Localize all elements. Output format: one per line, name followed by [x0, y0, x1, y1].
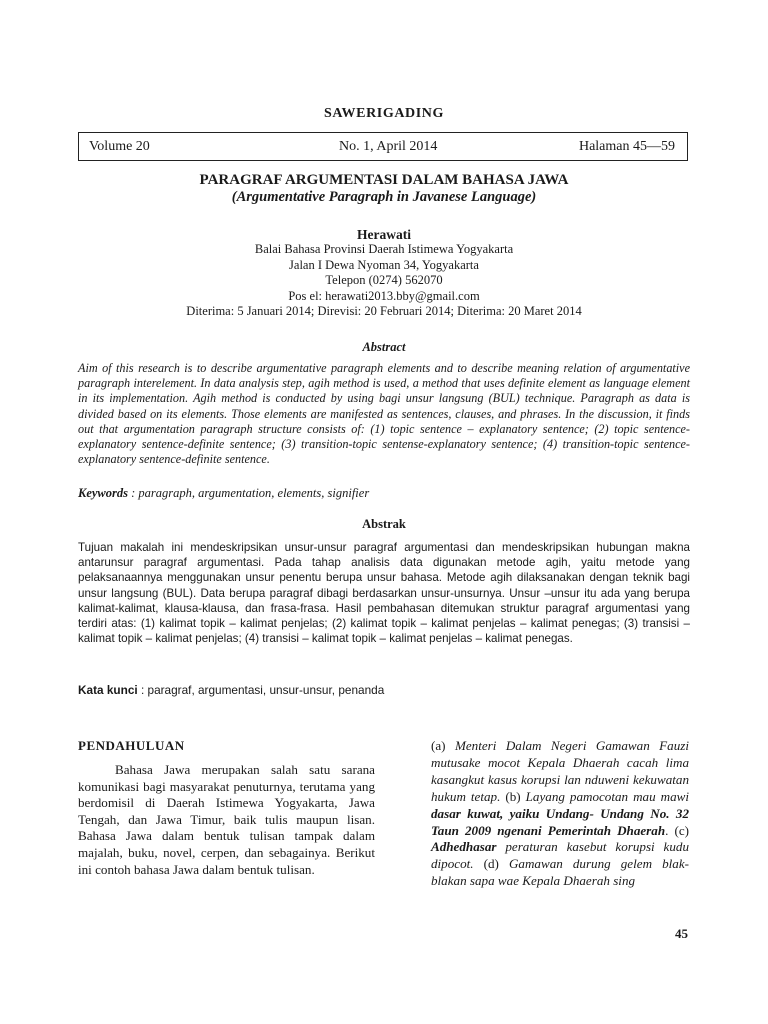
example-d-label: (d): [473, 856, 509, 872]
author-affiliation: [0, 242, 768, 320]
affiliation-line: Balai Bahasa Provinsi Daerah Istimewa Yogyakarta: [254, 242, 514, 256]
intro-paragraph: Bahasa Jawa merupakan salah satu sarana komunikasi bagi masyarakat penuturnya, terutama yang berdomisil di Daerah Istimewa Yogyakarta, Jawa Tengah, dan Jawa Timur, baik tulis maupun lisan. Bahasa Jawa dalam bentuk tulisan tampak dalam majalah, buku, novel, cerpen, dan sebagainya. Berikut ini contoh bahasa Jawa dalam bentuk tulisan.: [78, 762, 375, 877]
volume-label: Volume 20: [89, 139, 150, 154]
kata-kunci-text: : paragraf, argumentasi, unsur-unsur, penanda: [137, 683, 385, 697]
example-paragraph: [431, 738, 689, 890]
pages-label: Halaman 45—59: [578, 139, 675, 154]
kata-kunci-line: [78, 683, 690, 697]
dates-line: Diterima: 5 Januari 2014; Direvisi: 20 Februari 2014; Diterima: 20 Maret 2014: [186, 304, 582, 318]
page-number: 45: [675, 926, 688, 941]
keywords-label: Keywords: [78, 486, 128, 500]
keywords-line: [78, 486, 690, 501]
keywords-text: : paragraph, argumentation, elements, signifier: [128, 486, 370, 500]
left-column: [78, 762, 375, 878]
example-b-bold: dasar kuwat, yaiku Undang- Undang No. 32 Taun 2009 ngenani Pemerintah Dhaerah: [431, 805, 689, 838]
address-line: Jalan I Dewa Nyoman 34, Yogyakarta: [289, 257, 479, 272]
example-b-text: Layang pamocotan mau mawi: [525, 788, 689, 804]
example-c-label: (c): [668, 822, 689, 838]
paper-title-english: (Argumentative Paragraph in Javanese Language): [231, 189, 537, 205]
abstrak-text: Tujuan makalah ini mendeskripsikan unsur-unsur paragraf argumentasi dan mendeskripsikan hubungan makna antarunsur paragraf argumentasi. Pada tahap analisis data digunakan metode agih, yaitu metode yang pelaksanaannya menggunakan unsur penentu berupa unsur bahasa. Metode agih dilaksanakan dengan teknik bagi unsur langsung (BUL). Data berupa paragraf dibagi berdasarkan unsur-unsurnya. Unsur –unsur itu ada yang berupa kalimat-kalimat, klausa-klausa, dan frasa-frasa. Hasil pembahasan ditemukan struktur paragraf argumentasi yang terdiri atas: (1) kalimat topik – kalimat penjelas; (2) kalimat topik – kalimat penjelas – kalimat penegas; (3) transisi – kalimat topik – kalimat penjelas; (4) transisi – kalimat topik – kalimat penjelas – kalimat penegas.: [78, 541, 690, 646]
abstrak-heading: Abstrak: [362, 517, 406, 531]
example-c-text: peraturan kasebut korupsi kudu dipocot.: [431, 839, 689, 872]
journal-name: SAWERIGADING: [324, 106, 444, 121]
example-a-text: Menteri Dalam Negeri Gamawan Fauzi mutusake mocot Kepala Dhaerah cacah lima kasangkut kasus korupsi lan nduweni kekuwatan hukum tetap.: [431, 738, 689, 804]
email-line: Pos el: herawati2013.bby@gmail.com: [288, 288, 480, 303]
example-a-label: (a): [431, 738, 455, 753]
section-heading: PENDAHULUAN: [78, 738, 185, 753]
example-c-bold: Adhedhasar: [431, 839, 497, 855]
example-d-text: Gamawan durung gelem blak-blakan sapa wae Kepala Dhaerah sing: [431, 856, 689, 889]
phone-line: Telepon (0274) 562070: [325, 273, 443, 287]
abstract-heading: Abstract: [362, 340, 406, 354]
abstract-text: Aim of this research is to describe argumentative paragraph elements and to describe meaning relation of argumentative paragraph interelement. In data analysis step, agih method is used, a method that uses definite element as language element in its implementation. Agih method is conducted by using bagi unsur langsung (BUL) technique. Paragraph as data is divided based on its elements. Those elements are manifested as sentences, clauses, and phrases. In the discussion, it finds out that argumentation paragraph structure consists of: (1) topic sentence – explanatory sentence; (2) topic sentence-explanatory sentence-definite sentence; (3) transition-topic sentense-explanatory sentence; (4) transition-topic sentence-explanatory sentence-definite sentence.: [78, 361, 690, 467]
right-column: [431, 738, 689, 890]
example-b-label: (b): [500, 788, 526, 804]
kata-kunci-label: Kata kunci: [78, 683, 138, 697]
author-name: Herawati: [357, 227, 411, 242]
issue-label: No. 1, April 2014: [339, 139, 438, 154]
volume-box: [78, 132, 688, 161]
paper-title: PARAGRAF ARGUMENTASI DALAM BAHASA JAWA: [199, 172, 569, 188]
example-b-end: .: [665, 822, 669, 838]
